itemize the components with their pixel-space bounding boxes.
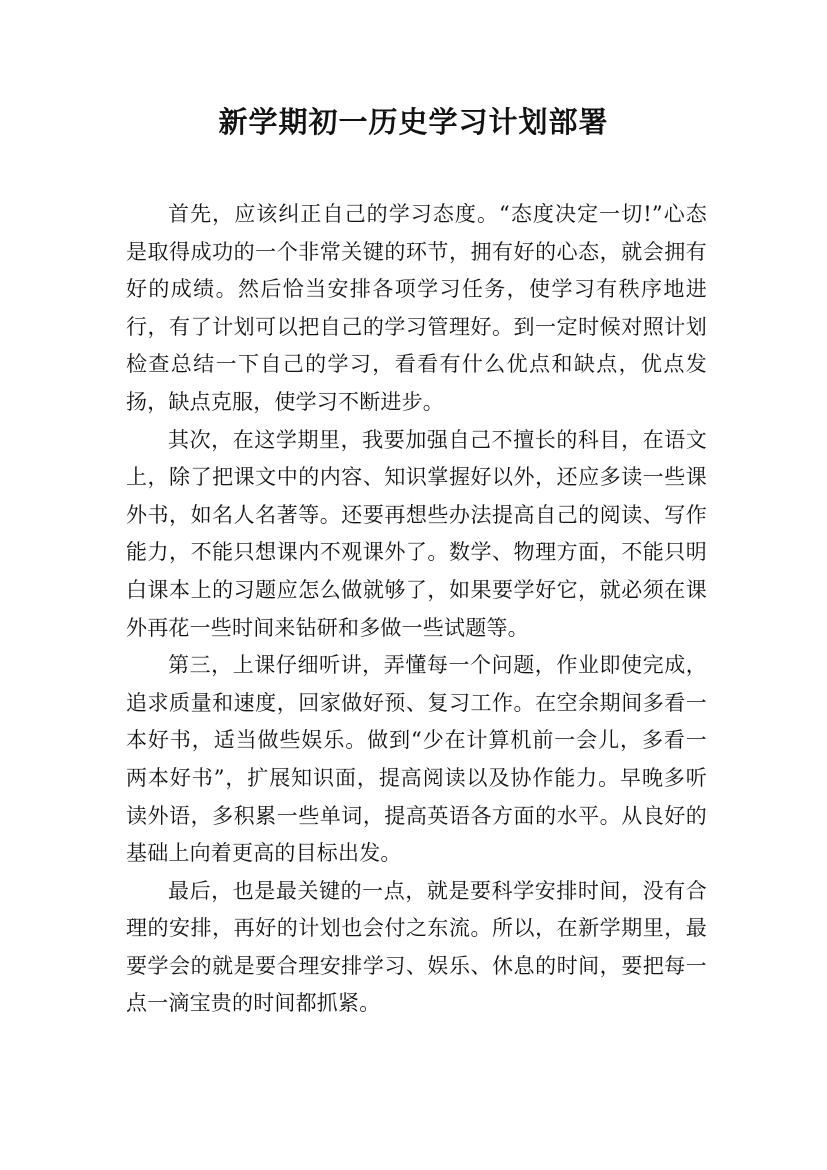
paragraph-2: 其次，在这学期里，我要加强自己不擅长的科目，在语文上，除了把课文中的内容、知识掌握好以外，还应多读一些课外书，如名人名著等。还要再想些办法提高自己的阅读、写作能力，不能只想课内不观课外了。数学、物理方面，不能只明白课本上的习题应怎么做就够了，如果要学好它，就必须在课外再花一些时间来钻研和多做一些试题等。 (126, 427, 707, 640)
document-title: 新学期初一历史学习计划部署 (218, 105, 609, 139)
document-body (126, 196, 707, 1023)
paragraph-3: 第三，上课仔细听讲，弄懂每一个问题，作业即使完成，追求质量和速度，回家做好预、复习工作。在空余期间多看一本好书，适当做些娱乐。做到“少在计算机前一会儿，多看一两本好书”，扩展知识面，提高阅读以及协作能力。早晚多听读外语，多积累一些单词，提高英语各方面的水平。从良好的基础上向着更高的目标出发。 (126, 653, 707, 866)
paragraph-1: 首先，应该纠正自己的学习态度。“态度决定一切!”心态是取得成功的一个非常关键的环节，拥有好的心态，就会拥有好的成绩。然后恰当安排各项学习任务，使学习有秩序地进行，有了计划可以把自己的学习管理好。到一定时候对照计划检查总结一下自己的学习，看看有什么优点和缺点，优点发扬，缺点克服，使学习不断进步。 (126, 202, 707, 414)
paragraph-4: 最后，也是最关键的一点，就是要科学安排时间，没有合理的安排，再好的计划也会付之东流。所以，在新学期里，最要学会的就是要合理安排学习、娱乐、休息的时间，要把每一点一滴宝贵的时间都抓紧。 (126, 878, 707, 1016)
